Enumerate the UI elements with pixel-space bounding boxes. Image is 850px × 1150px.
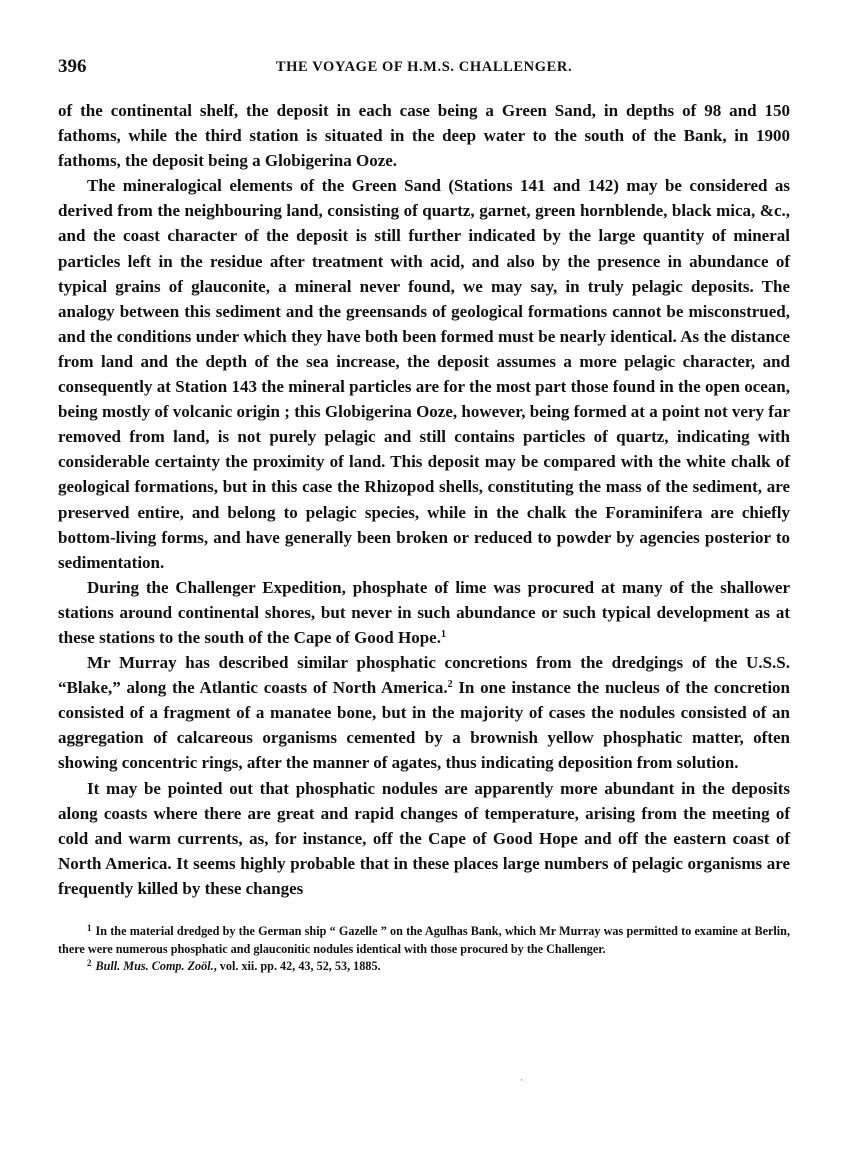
paragraph-text: During the Challenger Expedition, phosphate of lime was procured at many of the shallower stations around continental shores, but never in such abundance or such typical development as at these stations to the south of the Cape of Good Hope. xyxy=(58,577,790,647)
footnote-ref: 2 xyxy=(447,679,453,691)
paragraph-text: Mr Murray has described similar phosphatic concretions from the dredgings of the U.S.S. “Blake,” along the Atlantic coasts of North America. xyxy=(58,653,790,698)
footnote-mark: 2 xyxy=(87,958,92,968)
footnotes xyxy=(58,923,790,976)
footnote-ref: 1 xyxy=(440,628,446,640)
book-page xyxy=(58,56,790,976)
running-title: THE VOYAGE OF H.M.S. CHALLENGER. xyxy=(275,59,573,75)
paragraph-continued: of the continental shelf, the deposit in each case being a Green Sand, in depths of 98 and 150 fathoms, while the third station is situated in the deep water to the south of the Bank, in 1900 fathoms, the deposit being a Globigerina Ooze. xyxy=(58,101,790,171)
footnote xyxy=(58,923,790,958)
scan-speck: · xyxy=(520,1075,523,1085)
paragraph-phosphate xyxy=(58,575,790,650)
footnote-mark: 1 xyxy=(87,923,92,933)
paragraph-murray xyxy=(58,650,790,775)
footnote xyxy=(58,958,790,976)
page-header xyxy=(58,56,790,84)
body-text xyxy=(58,98,790,901)
paragraph-text: In one instance the nucleus of the concretion consisted of a fragment of a manatee bone, but in the majority of cases the nodules consisted of an aggregation of calcareous organisms cemented by a brownish yellow phosphatic matter, often showing concentric rings, after the manner of agates, thus indicating deposition from solution. xyxy=(58,678,791,773)
paragraph-mineralogy: The mineralogical elements of the Green Sand (Stations 141 and 142) may be considered as derived from the neighbouring land, consisting of quartz, garnet, green hornblende, black mica, &c., and the coast character of the deposit is still further indicated by the large quantity of mineral particles left in the residue after treatment with acid, and also by the presence in abundance of typical grains of glauconite, a mineral never found, we may say, in truly pelagic deposits. The analogy between this sediment and the greensands of geological formations cannot be misconstrued, and the conditions under which they have both been formed must be nearly identical. As the distance from land and the depth of the sea increase, the deposit assumes a more pelagic character, and consequently at Station 143 the mineral particles are for the most part those found in the open ocean, being mostly of volcanic origin ; this Globigerina Ooze, however, being formed at a point not very far removed from land, is not purely pelagic and still contains particles of quartz, indicating with considerable certainty the proximity of land. This deposit may be compared with the white chalk of geological formations, but in this case the Rhizopod shells, constituting the mass of the sediment, are preserved entire, and belong to pelagic species, while in the chalk the Foraminifera are chiefly bottom-living forms, and have generally been broken or reduced to powder by agencies posterior to sedimentation. xyxy=(58,176,790,572)
page-number: 396 xyxy=(58,56,87,77)
footnote-journal: Bull. Mus. Comp. Zoöl. xyxy=(95,959,214,973)
footnote-text: , vol. xii. pp. 42, 43, 52, 53, 1885. xyxy=(213,959,381,973)
footnote-text: In the material dredged by the German ship “ Gazelle ” on the Agulhas Bank, which Mr Murray was permitted to examine at Berlin, there were numerous phosphatic and glauconitic nodules identical with those procured by the Challenger. xyxy=(58,924,790,956)
paragraph-nodules: It may be pointed out that phosphatic nodules are apparently more abundant in the deposits along coasts where there are great and rapid changes of temperature, arising from the meeting of cold and warm currents, as, for instance, off the Cape of Good Hope and off the eastern coast of North America. It seems highly probable that in these places large numbers of pelagic organisms are frequently killed by these changes xyxy=(58,778,790,898)
